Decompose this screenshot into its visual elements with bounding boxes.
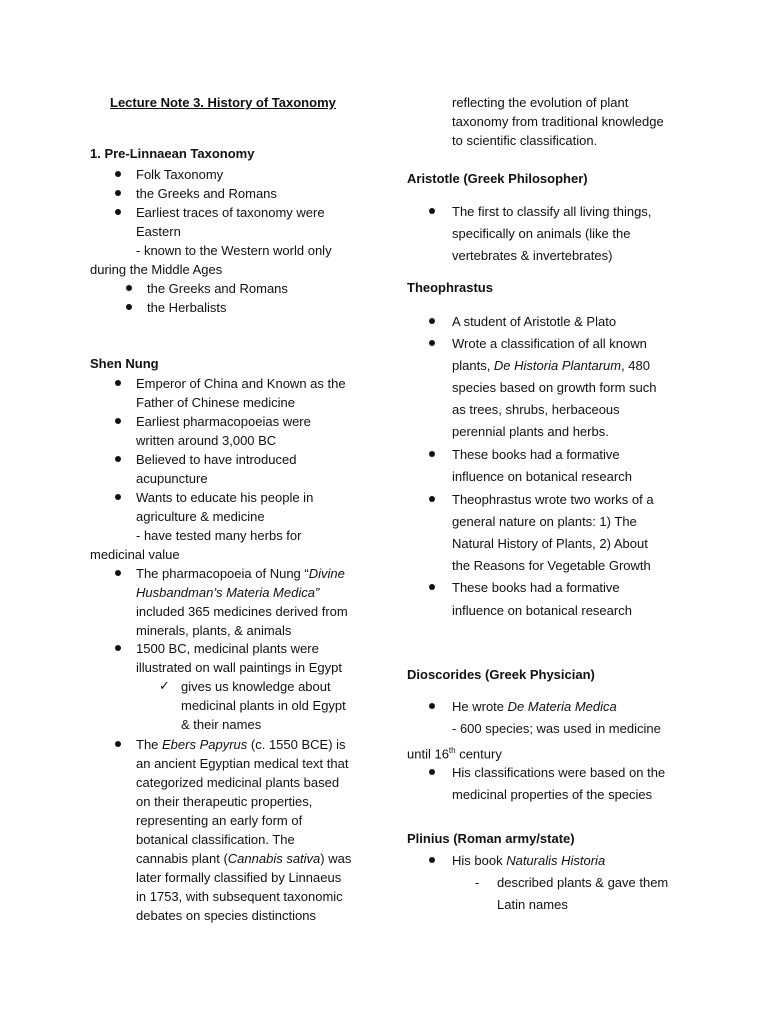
list-item: Earliest pharmacopoeias were — [136, 414, 311, 429]
list-item: Folk Taxonomy — [136, 167, 224, 182]
sub-list-item-continued: Latin names — [497, 897, 568, 912]
text-run-italic: De Materia Medica — [507, 699, 617, 714]
text-run-italic: Husbandman’s Materia Medica” — [136, 585, 320, 600]
list-item-continued: agriculture & medicine — [136, 509, 265, 524]
bullet — [115, 380, 121, 386]
bullet — [115, 190, 121, 196]
list-item: Wants to educate his people in — [136, 490, 314, 505]
list-item-continued — [136, 585, 319, 601]
list-item — [136, 737, 346, 753]
bullet — [115, 418, 121, 424]
list-item-continued: Father of Chinese medicine — [136, 395, 295, 410]
check-item: gives us knowledge about — [181, 679, 331, 694]
bullet — [429, 208, 435, 214]
list-item-continued: an ancient Egyptian medical text that — [136, 756, 349, 771]
list-item-continued: the Reasons for Vegetable Growth — [452, 558, 651, 573]
list-item: Earliest traces of taxonomy were — [136, 205, 325, 220]
bullet — [429, 496, 435, 502]
bullet — [429, 584, 435, 590]
sub-list-item: described plants & gave them — [497, 875, 669, 890]
list-item: These books had a formative — [452, 580, 620, 595]
list-item — [452, 699, 617, 715]
bullet — [429, 857, 435, 863]
list-item: Theophrastus wrote two works of a — [452, 492, 654, 507]
list-item-continued: perennial plants and herbs. — [452, 424, 609, 439]
text-run: The — [136, 737, 163, 752]
text-run-superscript: th — [448, 746, 456, 755]
text-run: cannabis plant ( — [136, 851, 228, 866]
list-item: Wrote a classification of all known — [452, 336, 647, 351]
list-item-continued: minerals, plants, & animals — [136, 623, 292, 638]
list-item-continued: in 1753, with subsequent taxonomic — [136, 889, 343, 904]
text-run: century — [455, 746, 502, 762]
list-note: medicinal value — [90, 547, 180, 562]
text-run-italic: Cannabis sativa — [227, 851, 321, 866]
list-item: The first to classify all living things, — [452, 204, 652, 219]
list-item-continued: Eastern — [136, 224, 181, 239]
list-item-continued: medicinal properties of the species — [452, 787, 653, 802]
list-item: the Greeks and Romans — [147, 281, 288, 296]
text-run: The pharmacopoeia of Nung “ — [136, 566, 309, 581]
page-title: Lecture Note 3. History of Taxonomy — [110, 95, 336, 110]
list-item-continued: as trees, shrubs, herbaceous — [452, 402, 620, 417]
section-heading-aristotle: Aristotle (Greek Philosopher) — [407, 171, 588, 186]
bullet — [429, 318, 435, 324]
list-note: during the Middle Ages — [90, 262, 223, 277]
section-heading-dioscorides: Dioscorides (Greek Physician) — [407, 667, 595, 682]
list-item: These books had a formative — [452, 447, 620, 462]
bullet — [126, 304, 132, 310]
list-item: the Greeks and Romans — [136, 186, 277, 201]
text-run: (c. 1550 BCE) is — [247, 737, 346, 752]
list-item-continued: specifically on animals (like the — [452, 226, 631, 241]
bullet — [115, 645, 121, 651]
list-note — [407, 743, 502, 762]
list-item: Emperor of China and Known as the — [136, 376, 346, 391]
text-run: until 16 — [407, 746, 449, 762]
checkmark-icon: ✓ — [159, 678, 170, 693]
list-item-continued — [452, 358, 650, 374]
list-item-continued: illustrated on wall paintings in Egypt — [136, 660, 342, 675]
list-item: Believed to have introduced — [136, 452, 297, 467]
list-item — [136, 566, 345, 582]
text-run: He wrote — [452, 699, 508, 714]
list-item-continued — [136, 851, 351, 867]
paragraph-line: to scientific classification. — [452, 133, 598, 148]
list-item-continued: debates on species distinctions — [136, 908, 316, 923]
bullet — [115, 570, 121, 576]
text-run: , 480 — [621, 358, 650, 373]
list-item-continued: species based on growth form such — [452, 380, 657, 395]
bullet — [115, 494, 121, 500]
list-item-continued: categorized medicinal plants based — [136, 775, 340, 790]
section-heading-plinius: Plinius (Roman army/state) — [407, 831, 575, 846]
list-item-continued: on their therapeutic properties, — [136, 794, 313, 809]
list-item-continued: botanical classification. The — [136, 832, 295, 847]
list-item-continued: Natural History of Plants, 2) About — [452, 536, 648, 551]
list-item-continued: vertebrates & invertebrates) — [452, 248, 613, 263]
bullet — [429, 703, 435, 709]
list-item-continued: representing an early form of — [136, 813, 303, 828]
dash-marker: - — [475, 875, 480, 890]
bullet — [115, 741, 121, 747]
bullet — [115, 209, 121, 215]
list-item-continued: influence on botanical research — [452, 469, 632, 484]
list-item-continued: included 365 medicines derived from — [136, 604, 348, 619]
check-item-continued: medicinal plants in old Egypt — [181, 698, 346, 713]
bullet — [429, 340, 435, 346]
list-note: - known to the Western world only — [136, 243, 332, 258]
text-run-italic: Naturalis Historia — [506, 853, 606, 868]
list-item: A student of Aristotle & Plato — [452, 314, 617, 329]
section-heading-pre-linnaean: 1. Pre-Linnaean Taxonomy — [90, 146, 255, 161]
paragraph-line: taxonomy from traditional knowledge — [452, 114, 664, 129]
text-run-italic: Ebers Papyrus — [162, 737, 248, 752]
text-run: ) was — [320, 851, 352, 866]
paragraph-line: reflecting the evolution of plant — [452, 95, 629, 110]
text-run: His book — [452, 853, 507, 868]
list-item — [452, 853, 605, 869]
text-run-italic: Divine — [308, 566, 345, 581]
list-item-continued: later formally classified by Linnaeus — [136, 870, 342, 885]
list-item-continued: general nature on plants: 1) The — [452, 514, 637, 529]
list-item: 1500 BC, medicinal plants were — [136, 641, 319, 656]
bullet — [115, 171, 121, 177]
section-heading-theophrastus: Theophrastus — [407, 280, 493, 295]
text-run: plants, — [452, 358, 494, 373]
list-item: His classifications were based on the — [452, 765, 666, 780]
list-item-continued: written around 3,000 BC — [136, 433, 277, 448]
list-item-continued: influence on botanical research — [452, 603, 632, 618]
bullet — [429, 769, 435, 775]
bullet — [115, 456, 121, 462]
list-item: the Herbalists — [147, 300, 227, 315]
list-note: - have tested many herbs for — [136, 528, 302, 543]
bullet — [429, 451, 435, 457]
list-item-continued: acupuncture — [136, 471, 208, 486]
check-item-continued: & their names — [181, 717, 262, 732]
section-heading-shen-nung: Shen Nung — [90, 356, 159, 371]
text-run-italic: De Historia Plantarum — [493, 358, 622, 373]
list-note: - 600 species; was used in medicine — [452, 721, 661, 736]
bullet — [126, 285, 132, 291]
